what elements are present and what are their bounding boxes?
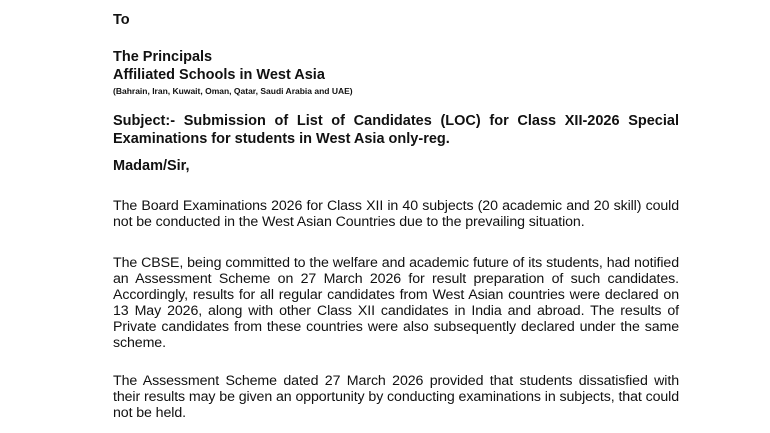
recipient-countries: (Bahrain, Iran, Kuwait, Oman, Qatar, Saudi Arabia and UAE) bbox=[113, 86, 353, 96]
recipient-title: The Principals bbox=[113, 49, 213, 65]
letter-subject: Subject:- Submission of List of Candidates (LOC) for Class XII-2026 Special Examinations for students in West Asia only-reg. bbox=[113, 113, 679, 147]
paragraph-2: The CBSE, being committed to the welfare and academic future of its students, had notified an Assessment Scheme on 27 March 2026 for result preparation of such candidates. Accordingly, results for all regular candidates from West Asian countries were declared on 13 May 2026, along with other Class XII candidates in India and abroad. The results of Private candidates from these countries were also subsequently declared under the same scheme. bbox=[113, 255, 679, 351]
paragraph-3: The Assessment Scheme dated 27 March 2026 provided that students dissatisfied with their results may be given an opportunity by conducting examinations in subjects, that could not be held. bbox=[113, 373, 679, 421]
to-label: To bbox=[113, 12, 130, 28]
paragraph-1: The Board Examinations 2026 for Class XII in 40 subjects (20 academic and 20 skill) could not be conducted in the West Asian Countries due to the prevailing situation. bbox=[113, 198, 679, 230]
salutation: Madam/Sir, bbox=[113, 158, 190, 174]
recipient-schools: Affiliated Schools in West Asia bbox=[113, 67, 325, 83]
